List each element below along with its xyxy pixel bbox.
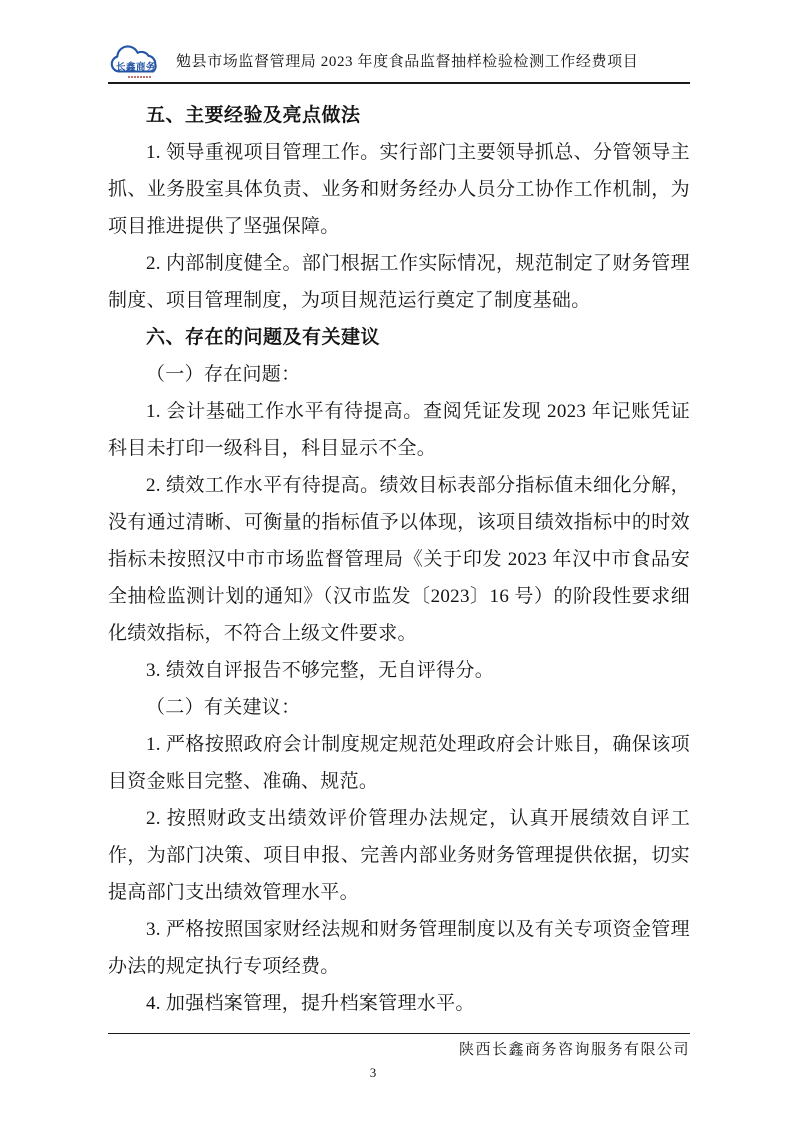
subsection-label: （一）存在问题： (146, 364, 301, 385)
document-body (108, 97, 690, 1022)
paragraph: 1. 领导重视项目管理工作。实行部门主要领导抓总、分管领导主抓、业务股室具体负责、业务和财务经办人员分工协作工作机制，为项目推进提供了坚强保障。 (108, 142, 690, 237)
page-number: 3 (369, 1065, 377, 1080)
logo-text: 长鑫商务 (116, 62, 157, 73)
paragraph: 2. 绩效工作水平有待提高。绩效目标表部分指标值未细化分解，没有通过清晰、可衡量的指标值予以体现，该项目绩效指标中的时效指标未按照汉中市市场监督管理局《关于印发 2023 年汉中市食品安全抽检监测计划的通知》（汉市监发〔2023〕16 号）的阶段性要求细化绩效指标，不符合上级文件要求。 (108, 475, 690, 644)
paragraph: 3. 严格按照国家财经法规和财务管理制度以及有关专项资金管理办法的规定执行专项经费。 (108, 919, 690, 977)
section-heading-5: 五、主要经验及亮点做法 (146, 105, 361, 126)
paragraph: 1. 严格按照政府会计制度规定规范处理政府会计账目，确保该项目资金账目完整、准确、规范。 (108, 734, 690, 792)
header-row (108, 44, 690, 79)
subsection-label: （二）有关建议： (146, 697, 301, 718)
company-logo (108, 44, 166, 79)
paragraph: 4. 加强档案管理，提升档案管理水平。 (146, 993, 475, 1014)
page-header (108, 44, 690, 84)
paragraph: 2. 内部制度健全。部门根据工作实际情况，规范制定了财务管理制度、项目管理制度，为项目规范运行奠定了制度基础。 (108, 253, 690, 311)
paragraph: 2. 按照财政支出绩效评价管理办法规定，认真开展绩效自评工作，为部门决策、项目申报、完善内部业务财务管理提供依据，切实提高部门支出绩效管理水平。 (108, 808, 690, 903)
logo-subtext-mark (128, 76, 152, 79)
paragraph: 1. 会计基础工作水平有待提高。查阅凭证发现 2023 年记账凭证科目未打印一级科目，科目显示不全。 (108, 401, 690, 459)
header-title: 勉县市场监督管理局 2023 年度食品监督抽样检验检测工作经费项目 (176, 54, 639, 70)
footer-company: 陕西长鑫商务咨询服务有限公司 (458, 1042, 690, 1058)
section-heading-6: 六、存在的问题及有关建议 (146, 327, 381, 348)
page-footer (108, 1033, 690, 1081)
paragraph: 3. 绩效自评报告不够完整，无自评得分。 (146, 660, 495, 681)
